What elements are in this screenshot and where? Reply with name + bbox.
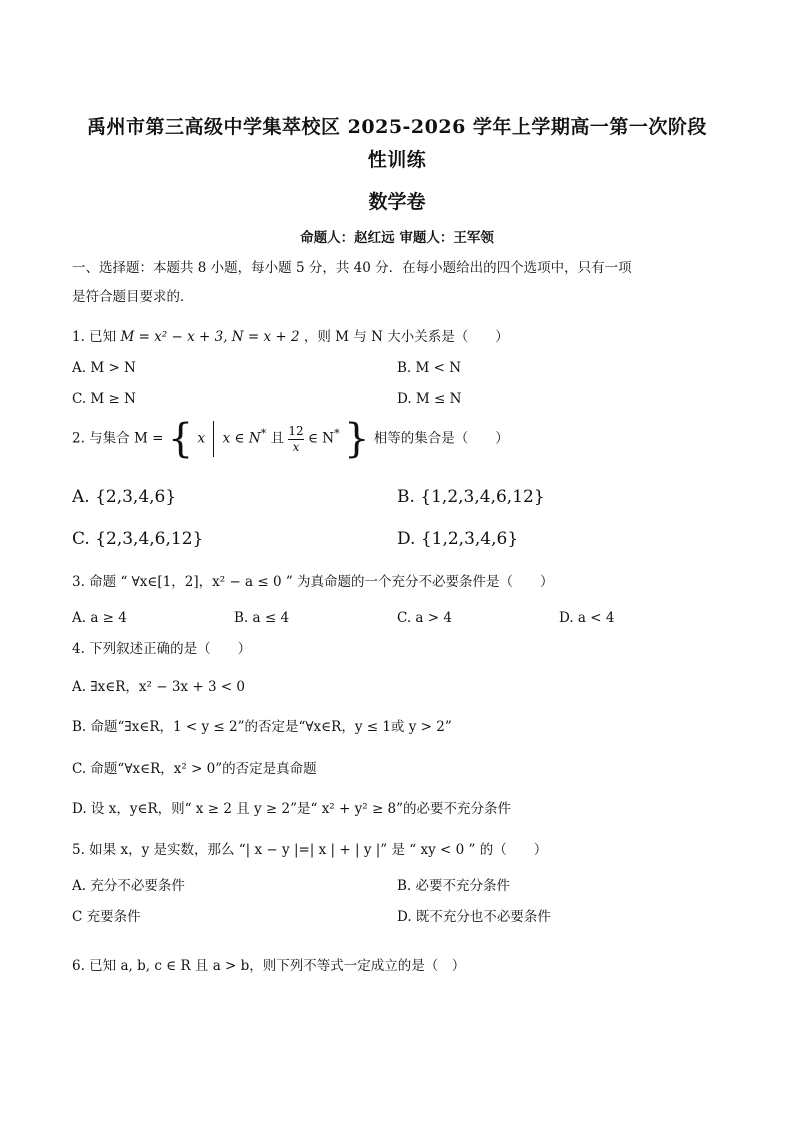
q1-option-d: D. M ≤ N (397, 391, 462, 407)
q3-option-a: A. a ≥ 4 (72, 610, 127, 626)
question-6-stem: 6. 已知 a, b, c ∈ R 且 a > b，则下列不等式一定成立的是（ ） (72, 958, 466, 974)
q4-statement-c: C. 命题“∀x∈R，x² > 0”的否定是真命题 (72, 761, 317, 777)
q1-math: M = x² − x + 3, N = x + 2 (120, 329, 300, 345)
q2-suffix: 相等的集合是（ ） (373, 430, 509, 447)
q2-star-c: * (334, 427, 340, 440)
q5-option-b: B. 必要不充分条件 (397, 878, 511, 894)
q2-option-b: B. {1,2,3,4,6,12} (397, 487, 545, 507)
q1-option-a: A. M > N (72, 360, 136, 376)
q1-option-c: C. M ≥ N (72, 391, 136, 407)
q3-option-c: C. a > 4 (397, 610, 452, 626)
q5-option-c: C 充要条件 (72, 909, 141, 925)
q2-prefix: 2. 与集合 M = (72, 430, 164, 447)
q2-set-cond-b: 且 (270, 430, 285, 447)
q2-set-close-brace: } (344, 416, 370, 462)
exam-subject: 数学卷 (368, 191, 426, 213)
question-2-stem (72, 412, 509, 461)
q4-statement-a: A. ∃x∈R，x² − 3x + 3 < 0 (72, 679, 246, 695)
q3-option-b: B. a ≤ 4 (234, 610, 290, 626)
q2-set-open-brace: { (167, 416, 194, 462)
q3-option-d: D. a < 4 (559, 610, 615, 626)
q2-star-a: * (260, 427, 267, 440)
exam-title-line2: 性训练 (367, 149, 427, 171)
exam-title-line1: 禹州市第三高级中学集萃校区 2025-2026 学年上学期高一第一次阶段 (87, 116, 707, 138)
q1-prefix: 1. 已知 (72, 329, 117, 345)
q4-statement-d: D. 设 x，y∈R，则“ x ≥ 2 且 y ≥ 2”是“ x² + y² ≥ 8”的必要不充分条件 (72, 801, 512, 817)
q2-set-cond-c: ∈ N (307, 430, 335, 447)
q2-set-divider (213, 421, 214, 457)
question-4-stem: 4. 下列叙述正确的是（ ） (72, 641, 252, 657)
q2-fraction (288, 424, 303, 455)
q2-frac-den: x (288, 439, 303, 455)
section-instruction-line2: 是符合题目要求的． (72, 289, 194, 305)
q2-option-d: D. {1,2,3,4,6} (397, 529, 519, 549)
exam-authors: 命题人：赵红远 审题人：王军领 (300, 230, 494, 246)
section-instruction-line1: 一、选择题：本题共 8 小题，每小题 5 分，共 40 分．在每小题给出的四个选项中，只有一项 (72, 260, 632, 276)
q2-set-cond-a: x ∈ N (222, 430, 261, 447)
q2-option-c: C. {2,3,4,6,12} (72, 529, 204, 549)
q1-option-b: B. M < N (397, 360, 462, 376)
q5-option-a: A. 充分不必要条件 (72, 878, 185, 894)
q4-statement-b: B. 命题“∃x∈R，1 < y ≤ 2”的否定是“∀x∈R，y ≤ 1或 y > 2” (72, 719, 452, 735)
question-5-stem: 5. 如果 x，y 是实数，那么 “| x − y |=| x | + | y |” 是 “ xy < 0 ” 的（ ） (72, 842, 548, 858)
q2-option-a: A. {2,3,4,6} (72, 487, 177, 507)
q5-option-d: D. 既不充分也不必要条件 (397, 909, 551, 925)
q1-suffix: ，则 M 与 N 大小关系是（ ） (303, 329, 509, 345)
question-1-stem (72, 327, 509, 347)
question-3-stem: 3. 命题 “ ∀x∈[1，2]，x² − a ≤ 0 ” 为真命题的一个充分不必要条件是（ ） (72, 574, 554, 590)
q2-frac-num: 12 (288, 423, 304, 438)
q2-set-var: x (197, 430, 206, 447)
